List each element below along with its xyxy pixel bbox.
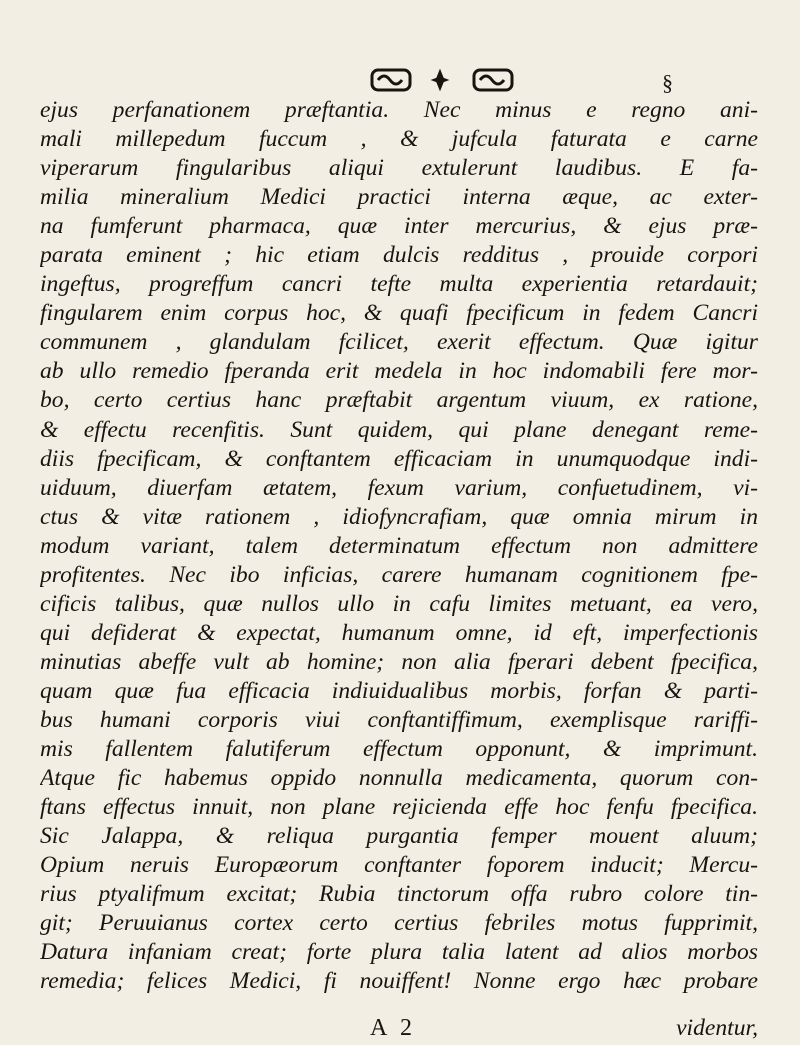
text-line: profitentes. Nec ibo inficias, carere humanam cognitionem fpe- bbox=[40, 561, 758, 588]
text-line: cificis talibus, quæ nullos ullo in cafu limites metuant, ea vero, bbox=[40, 590, 758, 617]
page-footer bbox=[40, 1015, 758, 1045]
text-line: modum variant, talem determinatum effectum non admittere bbox=[40, 532, 758, 559]
page-mark: § bbox=[662, 70, 673, 95]
header-ornament bbox=[0, 60, 800, 100]
text-line: uiduum, diuerfam ætatem, fexum varium, confuetudinem, vi- bbox=[40, 474, 758, 501]
signature-mark: A 2 bbox=[370, 1015, 417, 1041]
text-line: Atque fic habemus oppido nonnulla medicamenta, quorum con- bbox=[40, 765, 758, 792]
text-line: ejus perfanationem præftantia. Nec minus e regno ani- bbox=[40, 97, 758, 123]
text-line: Opium neruis Europæorum conftanter foporem inducit; Mercu- bbox=[40, 852, 758, 879]
text-line: qui defiderat & expectat, humanum omne, id eft, imperfectionis bbox=[40, 619, 758, 646]
text-line: communem , glandulam fcilicet, exerit effectum. Quæ igitur bbox=[40, 329, 758, 356]
text-line: Datura infaniam creat; forte plura talia latent ad alios morbos bbox=[40, 939, 758, 966]
text-line: mis fallentem falutiferum effectum opponunt, & imprimunt. bbox=[40, 736, 758, 763]
text-line: bo, certo certius hanc præftabit argentum viuum, ex ratione, bbox=[40, 387, 758, 414]
text-line: quam quæ fua efficacia indiuidualibus morbis, forfan & parti- bbox=[40, 677, 758, 704]
text-line: ab ullo remedio fperanda erit medela in hoc indomabili fere mor- bbox=[40, 358, 758, 385]
text-line: & effectu recenfitis. Sunt quidem, qui plane denegant reme- bbox=[40, 416, 758, 443]
text-line: fingularem enim corpus hoc, & quafi fpecificum in fedem Cancri bbox=[40, 300, 758, 327]
text-line: minutias abeffe vult ab homine; non alia fperari debent fpecifica, bbox=[40, 648, 758, 675]
text-line: milia mineralium Medici practici interna æque, ac exter- bbox=[40, 184, 758, 211]
text-line: remedia; felices Medici, fi nouiffent! Nonne ergo hæc probare bbox=[40, 968, 758, 995]
text-line: viperarum fingularibus aliqui extulerunt laudibus. E fa- bbox=[40, 155, 758, 182]
text-line: Sic Jalappa, & reliqua purgantia femper mouent aluum; bbox=[40, 823, 758, 850]
text-line: na fumferunt pharmaca, quæ inter mercurius, & ejus præ- bbox=[40, 213, 758, 240]
text-line: bus humani corporis viui conftantiffimum, exemplisque rariffi- bbox=[40, 706, 758, 733]
text-line: mali millepedum fuccum , & jufcula faturata e carne bbox=[40, 126, 758, 153]
text-line: diis fpecificam, & conftantem efficaciam in unumquodque indi- bbox=[40, 445, 758, 472]
text-line: ingeftus, progreffum cancri tefte multa experientia retardauit; bbox=[40, 271, 758, 298]
text-line: git; Peruuianus cortex certo certius febriles motus fupprimit, bbox=[40, 910, 758, 937]
text-line: rius ptyalifmum excitat; Rubia tinctorum offa rubro colore tin- bbox=[40, 881, 758, 908]
body-text bbox=[40, 96, 758, 996]
text-line: ctus & vitæ rationem , idiofyncrafiam, quæ omnia mirum in bbox=[40, 503, 758, 530]
catchword: videntur, bbox=[676, 1015, 758, 1041]
printer-ornament-icon bbox=[370, 66, 520, 94]
text-line: ftans effectus innuit, non plane rejicienda effe hoc fenfu fpecifica. bbox=[40, 794, 758, 821]
text-line: parata eminent ; hic etiam dulcis redditus , prouide corpori bbox=[40, 242, 758, 269]
